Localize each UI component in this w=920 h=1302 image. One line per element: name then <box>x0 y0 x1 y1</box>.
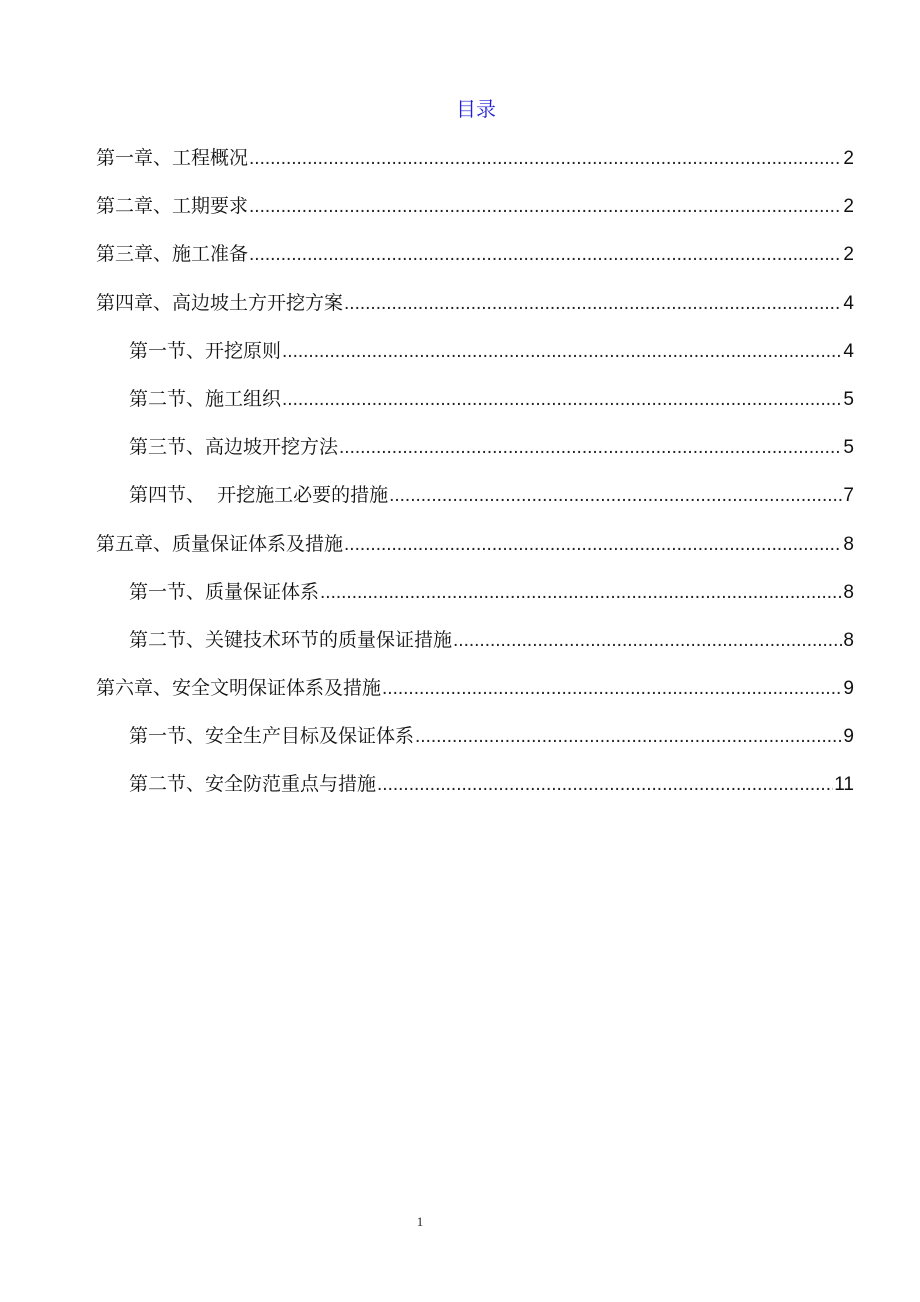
dot-leader <box>339 432 842 464</box>
toc-entry[interactable] <box>96 287 854 335</box>
dot-leader <box>377 769 833 801</box>
toc-entry-page: 9 <box>843 726 854 748</box>
toc-entry[interactable] <box>96 142 854 190</box>
toc-entry-label: 第六章、安全文明保证体系及措施 <box>96 677 382 700</box>
dot-leader <box>344 288 842 320</box>
dot-leader <box>282 384 842 416</box>
dot-leader <box>344 529 842 561</box>
toc-entry-page: 4 <box>843 292 854 314</box>
toc-entry-label: 第一节、安全生产目标及保证体系 <box>129 725 415 748</box>
toc-entry-page: 7 <box>843 485 854 507</box>
toc-entry-label: 第二节、施工组织 <box>129 387 282 410</box>
toc-entry-page: 8 <box>843 629 854 651</box>
dot-leader <box>249 143 842 175</box>
toc-entry-label: 第二节、安全防范重点与措施 <box>129 773 377 796</box>
toc-entry-page: 9 <box>843 678 854 700</box>
toc-title: 目录 <box>456 97 496 121</box>
dot-leader <box>282 336 842 368</box>
dot-leader <box>415 721 842 753</box>
dot-leader <box>249 191 842 223</box>
dot-leader <box>389 480 842 512</box>
toc-entry[interactable] <box>96 672 854 720</box>
dot-leader <box>453 625 842 657</box>
dot-leader <box>320 577 842 609</box>
toc-entry-page: 2 <box>843 196 854 218</box>
toc-subentry[interactable] <box>96 479 854 527</box>
toc-entry-label: 第四节、 开挖施工必要的措施 <box>129 484 389 507</box>
toc-entry-page: 2 <box>843 148 854 169</box>
toc-entry-label: 第四章、高边坡土方开挖方案 <box>96 291 344 314</box>
toc-subentry[interactable] <box>96 720 854 768</box>
toc-entry-label: 第三节、高边坡开挖方法 <box>129 436 339 459</box>
toc-entry-page: 2 <box>843 244 854 266</box>
toc-subentry[interactable] <box>96 768 854 816</box>
toc-subentry[interactable] <box>96 576 854 624</box>
toc-subentry[interactable] <box>96 335 854 383</box>
dot-leader <box>249 239 842 271</box>
toc-entry-page: 5 <box>843 437 854 459</box>
toc-entry-label: 第一节、质量保证体系 <box>129 580 320 603</box>
toc-list <box>96 142 854 817</box>
toc-entry-label: 第三章、施工准备 <box>96 243 249 266</box>
toc-entry[interactable] <box>96 190 854 238</box>
toc-subentry[interactable] <box>96 383 854 431</box>
toc-entry-page: 8 <box>843 533 854 555</box>
toc-entry-label: 第一节、开挖原则 <box>129 339 282 362</box>
toc-entry-label: 第一章、工程概况 <box>96 147 249 169</box>
toc-entry-label: 第二章、工期要求 <box>96 195 249 218</box>
toc-entry-label: 第二节、关键技术环节的质量保证措施 <box>129 628 453 651</box>
toc-subentry[interactable] <box>96 431 854 479</box>
toc-subentry[interactable] <box>96 624 854 672</box>
toc-entry-page: 8 <box>843 581 854 603</box>
toc-entry-label: 第五章、质量保证体系及措施 <box>96 532 344 555</box>
dot-leader <box>382 673 842 705</box>
toc-entry-page: 5 <box>843 388 854 410</box>
toc-entry-page: 11 <box>834 774 854 796</box>
toc-entry-page: 4 <box>843 340 854 362</box>
page-number: 1 <box>416 1214 424 1229</box>
toc-entry[interactable] <box>96 238 854 286</box>
toc-entry[interactable] <box>96 528 854 576</box>
